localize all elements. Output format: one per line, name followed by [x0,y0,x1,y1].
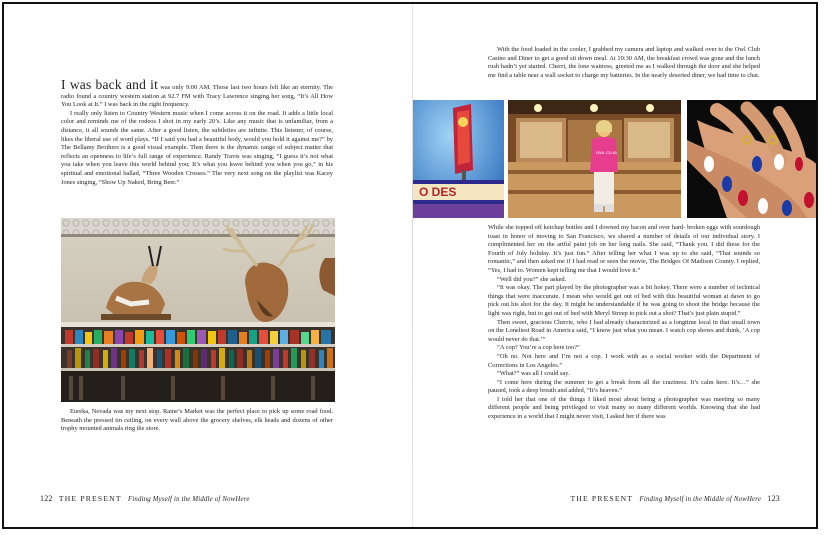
left-second-paragraph: I really only listen to Country Western music when I come across it on the road. It adds a little local color and reminds me of the rodeos I shot in my early 20’s. Like any music that is unfamiliar, from a distance, it all sounds the same. After a good listen, the subtleties are infinite. This listener, of course, likes the liberal use of word plays. “If I said you had a beautiful body, would you hold it against me?” by The Bellamy Brothers is a good visual example. Then there is the dynamic range of subject matter that reflects an openness to life’s full range of experience. Randy Travis was singing, “I guess it’s not what you take when you leave this world behind you; It’s what you leave behind you when you go,” in his spiritual and emotional ballad, “Three Wooden Crosses.” The very next song on the playlist was Kacey Jones singing, “Show Up Naked, Bring Beer.” [61,109,333,186]
lead-in: I was back and it [61,77,159,92]
right-paragraph: “Oh no. Not here and I’m not a cop. I work with as a social worker with the Department of Corrections in Los Angeles.” [488,352,760,369]
left-book-subtitle: Finding Myself in the Middle of NowHere [127,496,250,503]
left-first-paragraph [61,78,333,110]
right-paragraph: “Well did you?” she asked. [497,275,567,283]
waitress-photo [508,100,681,218]
right-section-title: THE PRESENT [570,494,634,503]
right-top-text [488,46,760,80]
right-paragraph: “What?” was all I could say. [497,370,570,378]
left-footer [40,494,250,503]
gutter [412,4,413,527]
waitress-apron-text: OWL CLUB [596,150,617,155]
right-paragraph: Then sweet, gracious Cherrie, who I had already characterized as a longtime local in that small town on the Loneliest Road in America said, “I know just what you mean. I watch cop shows and think, ‘A cop would never do that.’” [488,318,760,343]
left-section-title: THE PRESENT [58,494,122,503]
market-caption [61,408,333,434]
right-paragraph: While she topped off ketchup bottles and I downed my bacon and over hard- broken eggs with sourdough toast in honor of moving to San Francisco, we shared a number of details of our individual story. I complimented her on the artful paint job on her long nails. She said, “Thank you. I did these for the Fourth of July holiday. It’s just fun.” After telling her what I was up to she said, “That sounds so romantic,” and then asked me if I had read or seen the movie, The Bridges Of Madison County. I replied, “Yes, I had to. Women kept telling me that I would love it.” [488,224,760,274]
diner-sign-text: O DES [419,185,457,199]
right-paragraph: “It was okay. The part played by the photographer was a bit hokey. There were a number of technical things that were inaccurate. I mean who would get out of bed with this beautiful woman at dawn to go pick out his shot for the day. It might be understandable if he was going to shoot the bridge because the light was right, but to get out of bed with Meryl Streep to pick out a shot? That’s just plain stupid.” [488,284,760,317]
right-top-paragraph: With the food loaded in the cooler, I grabbed my camera and laptop and walked over to the Owl Club Casino and Diner to get a good sit down meal. At 10:30 AM, the breakfast crowd was gone and the lunch rush hadn’t yet started. Cherri, the lone waitress, greeted me as I walked through the door and she helped me find a table near a wall socket to charge my batteries. In the nearly deserted diner, we had time to chat. [488,46,760,79]
right-paragraph: “A cop? You’re a cop here too?” [497,344,580,352]
caption-text: Eureka, Nevada was my next stop. Raine’s Market was the perfect place to pick up some road food. Beneath the pressed tin ceiling, on every wall above the grocery shelves, elk heads and dozens of other trophy mounted animals ring the store. [61,408,333,433]
right-paragraph: I told her that one of the things I liked most about being a photographer was meeting so many different people and being privileged to visit many so many different worlds. Knowing that she had experience in a world that I might never visit, I asked her if there was [488,395,760,421]
right-body-text [488,224,760,422]
painted-nails-photo [687,100,818,218]
market-photo [61,218,335,402]
left-page-number: 122 [40,494,53,503]
right-paragraph: “I come here during the summer to get a break from all the craziness. It’s calm here. It’s…” she paused, took a deep breath and added, “It’s heaven.” [488,378,760,395]
first-paragraph-text: was only 9:00 AM. Those last two hours felt like an eternity. The radio found a country western station at 92.7 FM with Tracy Lawrence singing her song, “It’s All How You Look at It.” I was back in the right frequency. [61,84,333,109]
right-book-subtitle: Finding Myself in the Middle of NowHere [639,496,762,503]
book-spread [2,2,818,529]
diner-sign-photo [413,100,504,218]
right-page-number: 123 [767,494,780,503]
left-top-text [61,78,333,187]
right-footer [570,494,780,503]
